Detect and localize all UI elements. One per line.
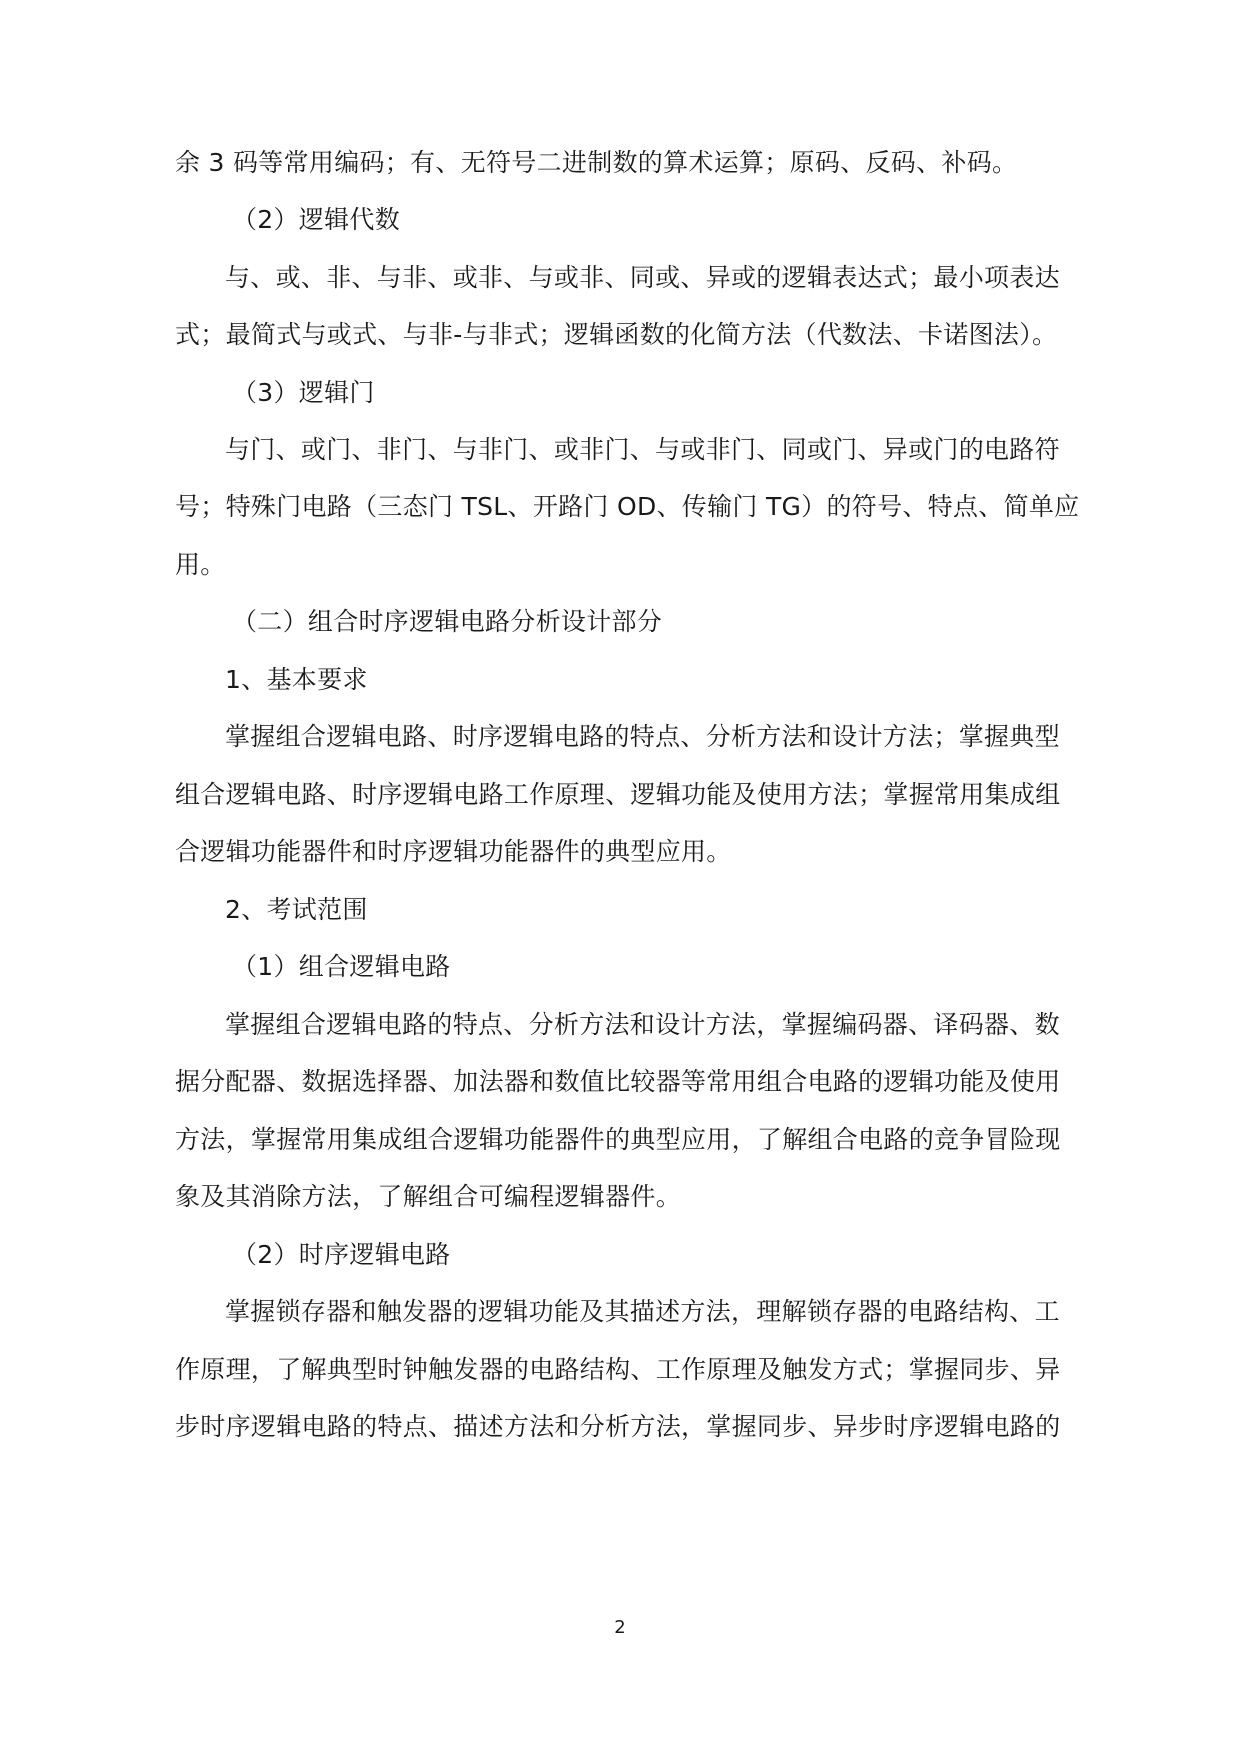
text-line: 合逻辑功能器件和时序逻辑功能器件的典型应用。	[175, 837, 732, 866]
text-line: 步时序逻辑电路的特点、描述方法和分析方法，掌握同步、异步时序逻辑电路的	[175, 1412, 1061, 1441]
text-line: 作原理，了解典型时钟触发器的电路结构、工作原理及触发方式；掌握同步、异	[175, 1355, 1061, 1384]
section-heading: 1、基本要求	[225, 665, 368, 694]
page-number: 2	[614, 1617, 626, 1638]
section-heading: （3）逻辑门	[232, 378, 375, 407]
text-line: 掌握组合逻辑电路、时序逻辑电路的特点、分析方法和设计方法；掌握典型	[225, 722, 1060, 751]
text-line: 余 3 码等常用编码；有、无符号二进制数的算术运算；原码、反码、补码。	[175, 148, 1018, 177]
section-heading: （2）逻辑代数	[232, 205, 401, 234]
text-line: 掌握组合逻辑电路的特点、分析方法和设计方法，掌握编码器、译码器、数	[225, 1010, 1060, 1039]
text-line: 方法，掌握常用集成组合逻辑功能器件的典型应用，了解组合电路的竞争冒险现	[175, 1125, 1061, 1154]
section-heading: （二）组合时序逻辑电路分析设计部分	[232, 607, 663, 636]
text-line: 号；特殊门电路（三态门 TSL、开路门 OD、传输门 TG）的符号、特点、简单应	[175, 492, 1080, 521]
text-line: 象及其消除方法，了解组合可编程逻辑器件。	[175, 1182, 682, 1211]
text-line: 与、或、非、与非、或非、与或非、同或、异或的逻辑表达式；最小项表达	[225, 263, 1060, 292]
section-heading: （2）时序逻辑电路	[232, 1240, 451, 1269]
section-heading: （1）组合逻辑电路	[232, 952, 451, 981]
section-heading: 2、考试范围	[225, 895, 368, 924]
text-line: 用。	[175, 550, 226, 579]
text-line: 与门、或门、非门、与非门、或非门、与或非门、同或门、异或门的电路符	[225, 435, 1060, 464]
text-line: 掌握锁存器和触发器的逻辑功能及其描述方法，理解锁存器的电路结构、工	[225, 1297, 1060, 1326]
text-line: 组合逻辑电路、时序逻辑电路工作原理、逻辑功能及使用方法；掌握常用集成组	[175, 780, 1061, 809]
text-line: 式；最简式与或式、与非-与非式；逻辑函数的化简方法（代数法、卡诺图法）。	[175, 320, 1058, 349]
text-line: 据分配器、数据选择器、加法器和数值比较器等常用组合电路的逻辑功能及使用	[175, 1067, 1061, 1096]
